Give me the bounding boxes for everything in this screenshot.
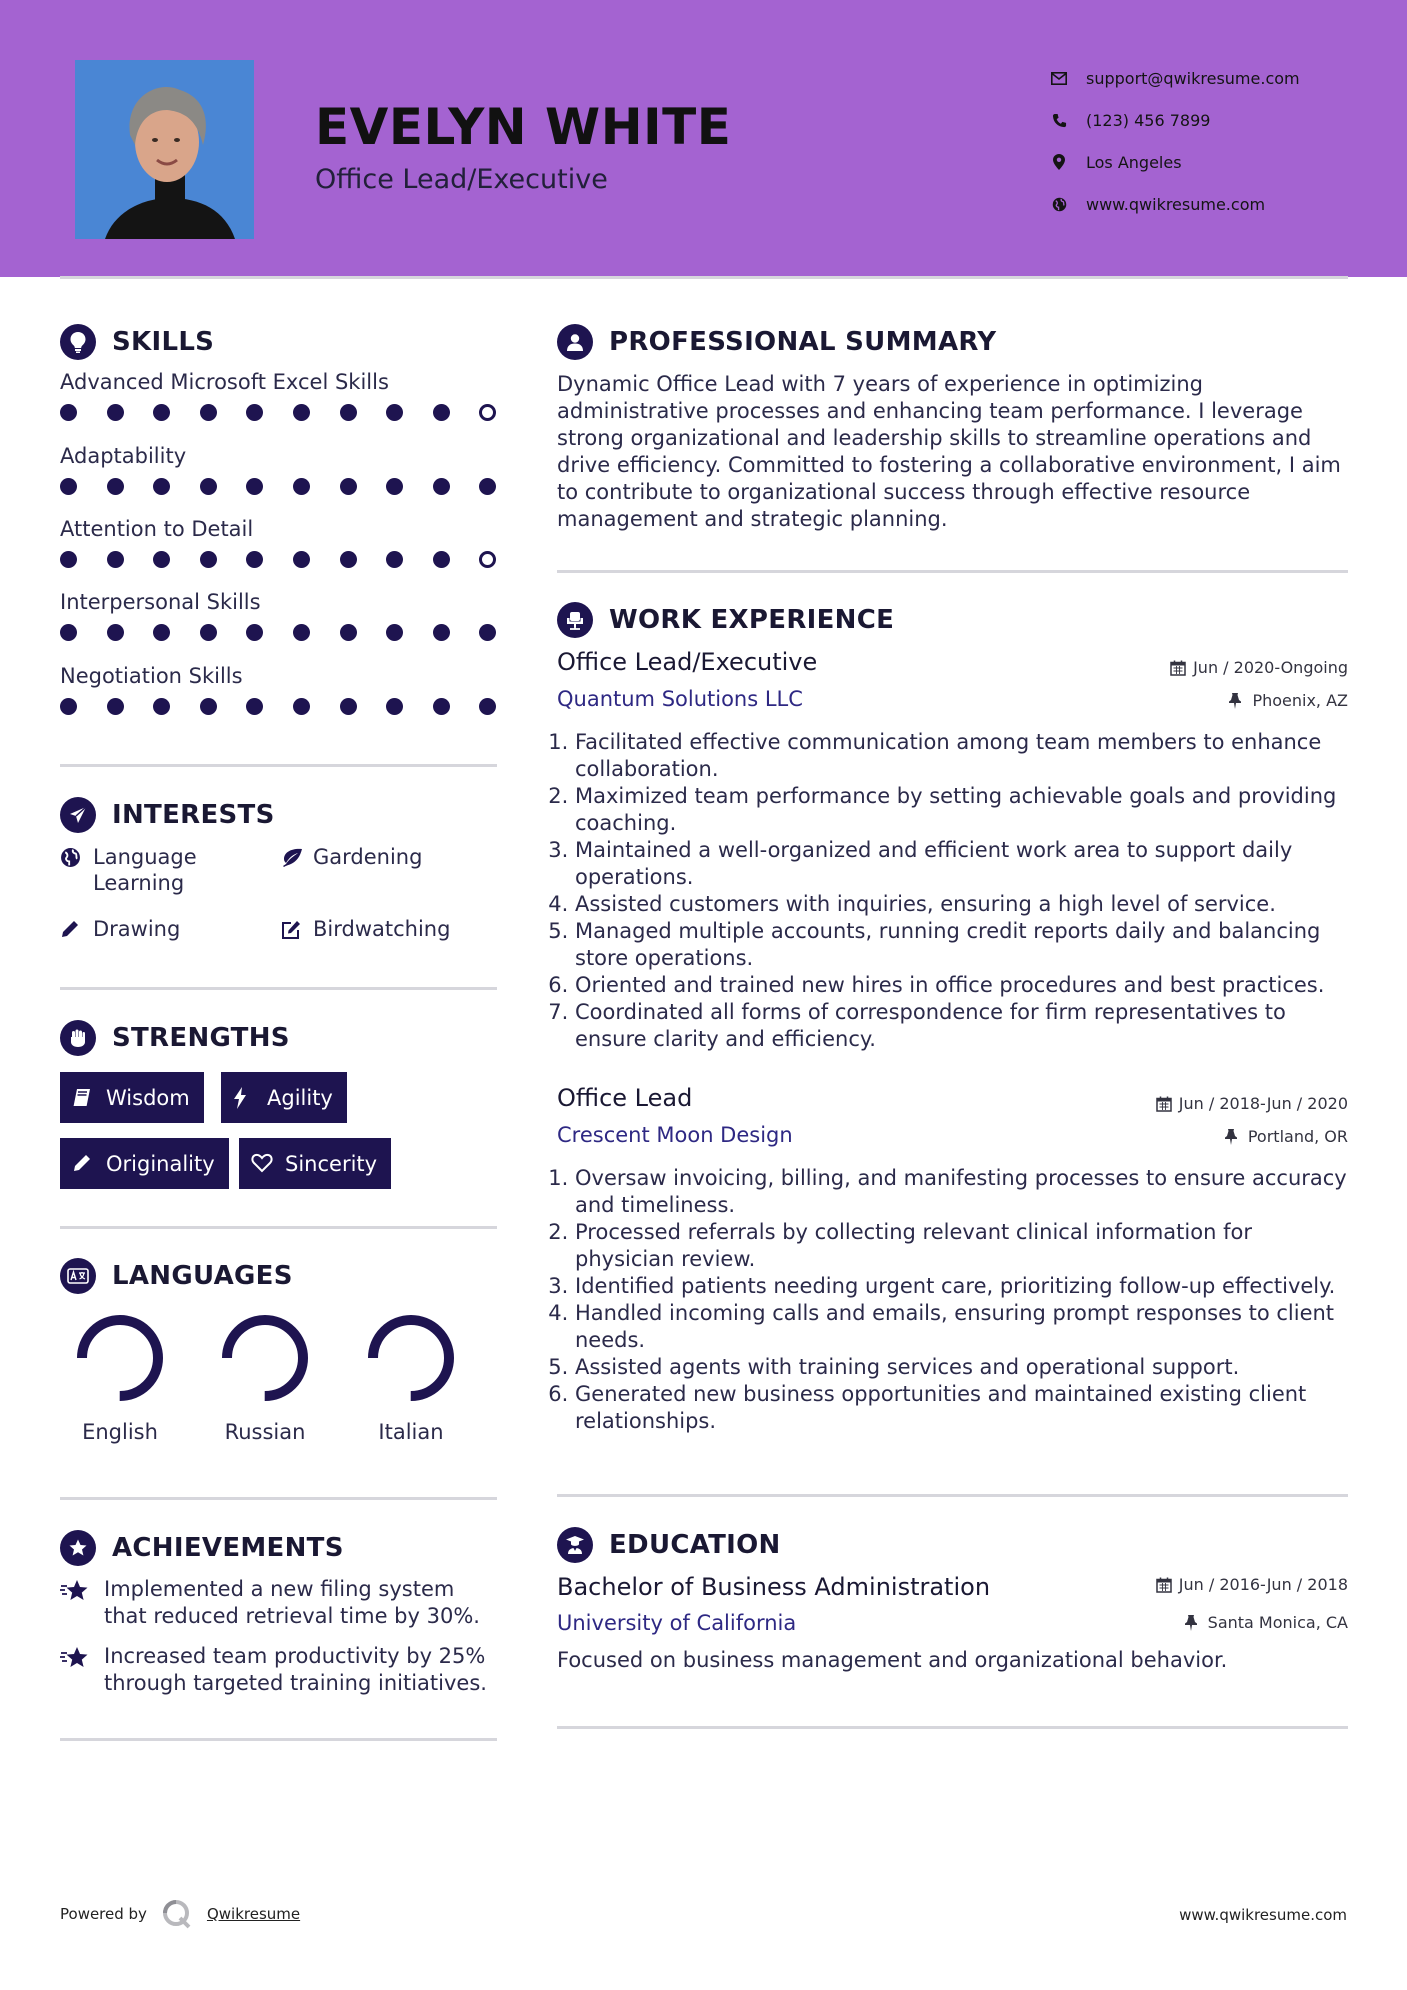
rating-dot-filled: [433, 624, 450, 641]
rating-dot-filled: [479, 698, 496, 715]
rating-dot-filled: [479, 478, 496, 495]
rating-dot-filled: [246, 551, 263, 568]
job-date: Jun / 2020-Ongoing: [1170, 658, 1348, 677]
experience-heading: WORK EXPERIENCE: [557, 602, 894, 638]
fist-icon: [60, 1020, 96, 1056]
strength-tag: Agility: [221, 1072, 347, 1123]
duty-item: 6. Generated new business opportunities and maintained existing client relationships.: [575, 1381, 1347, 1435]
duty-item: 2. Processed referrals by collecting relevant clinical information for physician review.: [575, 1219, 1347, 1273]
contact-list: [1050, 57, 1300, 225]
contact-website[interactable]: www.qwikresume.com: [1050, 183, 1300, 225]
skill-rating: [60, 698, 500, 715]
language-ring: [74, 1312, 166, 1404]
skill-rating: [60, 404, 500, 421]
profile-photo: [75, 60, 254, 239]
rating-dot-filled: [293, 551, 310, 568]
section-divider: [557, 570, 1348, 573]
skill-item: Interpersonal Skills: [60, 590, 500, 641]
job-location: Phoenix, AZ: [1229, 691, 1348, 710]
rating-dot-filled: [293, 404, 310, 421]
rating-dot-filled: [340, 478, 357, 495]
rating-dot-filled: [200, 551, 217, 568]
education-heading: EDUCATION: [557, 1527, 781, 1563]
interest-item: Drawing: [60, 916, 260, 942]
candidate-role: Office Lead/Executive: [315, 164, 608, 195]
skills-heading: SKILLS: [60, 324, 214, 360]
rating-dot-filled: [107, 478, 124, 495]
footer-website-link[interactable]: www.qwikresume.com: [1179, 1906, 1347, 1924]
skill-item: Attention to Detail: [60, 517, 500, 568]
education-date: Jun / 2016-Jun / 2018: [1156, 1575, 1348, 1594]
rating-dot-filled: [293, 624, 310, 641]
calendar-icon: [1156, 1577, 1172, 1593]
rating-dot-empty: [479, 551, 496, 568]
rating-dot-filled: [386, 698, 403, 715]
rating-dot-filled: [386, 478, 403, 495]
rating-dot-filled: [340, 624, 357, 641]
rating-dot-filled: [386, 404, 403, 421]
rating-dot-filled: [293, 698, 310, 715]
job-title: Office Lead: [557, 1084, 693, 1112]
lightbulb-icon: [60, 324, 96, 360]
summary-text: Dynamic Office Lead with 7 years of experience in optimizing administrative processes and enhancing team performance. I leverage strong organizational and leadership skills to streamline operations and drive efficiency. Committed to fostering a collaborative environment, I aim to contribute to organizational success through effective resource management and strategic planning.: [557, 372, 1341, 531]
section-divider: [60, 987, 497, 990]
rating-dot-filled: [60, 478, 77, 495]
rating-dot-filled: [153, 624, 170, 641]
skill-item: Adaptability: [60, 444, 500, 495]
language-level-arc: [373, 1320, 449, 1396]
interest-item: Birdwatching: [280, 916, 500, 942]
pushpin-icon: [1225, 1129, 1241, 1145]
section-divider: [60, 764, 497, 767]
rating-dot-filled: [340, 698, 357, 715]
section-divider: [557, 1726, 1348, 1729]
job-duties: [557, 729, 1347, 1053]
rating-dot-filled: [200, 624, 217, 641]
degree-title: Bachelor of Business Administration: [557, 1573, 991, 1601]
job-date: Jun / 2018-Jun / 2020: [1156, 1094, 1348, 1113]
rating-dot-filled: [246, 478, 263, 495]
school-name: University of California: [557, 1611, 797, 1635]
duty-item: 1. Facilitated effective communication among team members to enhance collaboration.: [575, 729, 1347, 783]
language-icon: [60, 1258, 96, 1294]
language-level-arc: [82, 1320, 158, 1396]
education-description: Focused on business management and organizational behavior.: [557, 1648, 1228, 1672]
envelope-icon: [1050, 69, 1068, 87]
rating-dot-filled: [433, 698, 450, 715]
section-divider: [60, 1226, 497, 1229]
strength-tag: Sincerity: [239, 1138, 391, 1189]
footer-powered-by: Powered by Qwikresume: [60, 1898, 300, 1930]
contact-email[interactable]: support@qwikresume.com: [1050, 57, 1300, 99]
duty-item: 7. Coordinated all forms of correspondence for firm representatives to ensure clarity and efficiency.: [575, 999, 1347, 1053]
interest-item: Language Learning: [60, 844, 260, 896]
rating-dot-filled: [340, 551, 357, 568]
duty-item: 2. Maximized team performance by setting achievable goals and providing coaching.: [575, 783, 1347, 837]
contact-phone[interactable]: (123) 456 7899: [1050, 99, 1300, 141]
phone-icon: [1050, 111, 1068, 129]
section-divider: [60, 1738, 497, 1741]
rating-dot-filled: [386, 551, 403, 568]
heart-icon: [251, 1153, 273, 1175]
duty-item: 4. Assisted customers with inquiries, ensuring a high level of service.: [575, 891, 1347, 918]
paper-plane-icon: [60, 797, 96, 833]
rating-dot-filled: [246, 404, 263, 421]
skill-rating: [60, 551, 500, 568]
star-badge-icon: [60, 1530, 96, 1566]
duty-item: 6. Oriented and trained new hires in office procedures and best practices.: [575, 972, 1347, 999]
company-name: Quantum Solutions LLC: [557, 687, 803, 711]
rating-dot-filled: [433, 478, 450, 495]
interests-heading: INTERESTS: [60, 797, 275, 833]
strength-tag: Originality: [60, 1138, 229, 1189]
section-divider: [60, 1497, 497, 1500]
job-location: Portland, OR: [1225, 1127, 1348, 1146]
bolt-icon: [233, 1087, 255, 1109]
leaf-icon: [280, 847, 302, 869]
achievement-item: Increased team productivity by 25% through targeted training initiatives.: [60, 1643, 500, 1697]
pushpin-icon: [1185, 1615, 1201, 1631]
edit-icon: [280, 919, 302, 941]
rating-dot-empty: [479, 404, 496, 421]
rating-dot-filled: [200, 404, 217, 421]
skill-item: Advanced Microsoft Excel Skills: [60, 370, 500, 421]
language-ring: [219, 1312, 311, 1404]
rating-dot-filled: [340, 404, 357, 421]
star-icon: [60, 1578, 90, 1606]
rating-dot-filled: [153, 551, 170, 568]
rating-dot-filled: [386, 624, 403, 641]
user-icon: [557, 324, 593, 360]
job-duties: [557, 1165, 1347, 1435]
rating-dot-filled: [433, 404, 450, 421]
rating-dot-filled: [107, 551, 124, 568]
contact-location: Los Angeles: [1050, 141, 1300, 183]
rating-dot-filled: [60, 698, 77, 715]
skill-rating: [60, 624, 500, 641]
rating-dot-filled: [479, 624, 496, 641]
rating-dot-filled: [60, 551, 77, 568]
book-icon: [72, 1087, 94, 1109]
rating-dot-filled: [293, 478, 310, 495]
duty-item: 3. Maintained a well-organized and efficient work area to support daily operations.: [575, 837, 1347, 891]
rating-dot-filled: [246, 624, 263, 641]
rating-dot-filled: [60, 404, 77, 421]
rating-dot-filled: [107, 698, 124, 715]
rating-dot-filled: [246, 698, 263, 715]
graduate-icon: [557, 1527, 593, 1563]
calendar-icon: [1156, 1096, 1172, 1112]
language-level-arc: [227, 1320, 303, 1396]
rating-dot-filled: [153, 478, 170, 495]
job-title: Office Lead/Executive: [557, 648, 818, 676]
qwikresume-logo-icon: [161, 1898, 193, 1930]
duty-item: 3. Identified patients needing urgent care, prioritizing follow-up effectively.: [575, 1273, 1347, 1300]
summary-heading: PROFESSIONAL SUMMARY: [557, 324, 996, 360]
candidate-name: EVELYN WHITE: [315, 98, 732, 156]
achievement-item: Implemented a new filing system that reduced retrieval time by 30%.: [60, 1576, 500, 1630]
globe-icon: [1050, 195, 1068, 213]
language-item: English: [50, 1312, 190, 1444]
duty-item: 4. Handled incoming calls and emails, ensuring prompt responses to client needs.: [575, 1300, 1347, 1354]
duty-item: 1. Oversaw invoicing, billing, and manifesting processes to ensure accuracy and timeliness.: [575, 1165, 1347, 1219]
company-name: Crescent Moon Design: [557, 1123, 793, 1147]
duty-item: 5. Managed multiple accounts, running credit reports daily and balancing store operations.: [575, 918, 1347, 972]
language-item: Italian: [341, 1312, 481, 1444]
interest-item: Gardening: [280, 844, 500, 870]
globe-icon: [60, 847, 82, 869]
map-pin-icon: [1050, 153, 1068, 171]
pencil-icon: [72, 1153, 94, 1175]
rating-dot-filled: [200, 478, 217, 495]
header-divider: [60, 276, 1348, 279]
rating-dot-filled: [433, 551, 450, 568]
rating-dot-filled: [60, 624, 77, 641]
calendar-icon: [1170, 660, 1186, 676]
rating-dot-filled: [153, 404, 170, 421]
briefcase-chair-icon: [557, 602, 593, 638]
rating-dot-filled: [153, 698, 170, 715]
section-divider: [557, 1494, 1348, 1497]
languages-heading: LANGUAGES: [60, 1258, 293, 1294]
achievements-heading: ACHIEVEMENTS: [60, 1530, 344, 1566]
star-icon: [60, 1645, 90, 1673]
pencil-icon: [60, 919, 82, 941]
duty-item: 5. Assisted agents with training services and operational support.: [575, 1354, 1347, 1381]
pushpin-icon: [1229, 693, 1245, 709]
strengths-heading: STRENGTHS: [60, 1020, 290, 1056]
rating-dot-filled: [107, 404, 124, 421]
language-item: Russian: [195, 1312, 335, 1444]
language-ring: [365, 1312, 457, 1404]
strength-tag: Wisdom: [60, 1072, 204, 1123]
skill-item: Negotiation Skills: [60, 664, 500, 715]
resume-header: [0, 0, 1407, 277]
rating-dot-filled: [200, 698, 217, 715]
skill-rating: [60, 478, 500, 495]
rating-dot-filled: [107, 624, 124, 641]
qwikresume-link[interactable]: Qwikresume: [206, 1905, 301, 1923]
education-location: Santa Monica, CA: [1185, 1613, 1348, 1632]
